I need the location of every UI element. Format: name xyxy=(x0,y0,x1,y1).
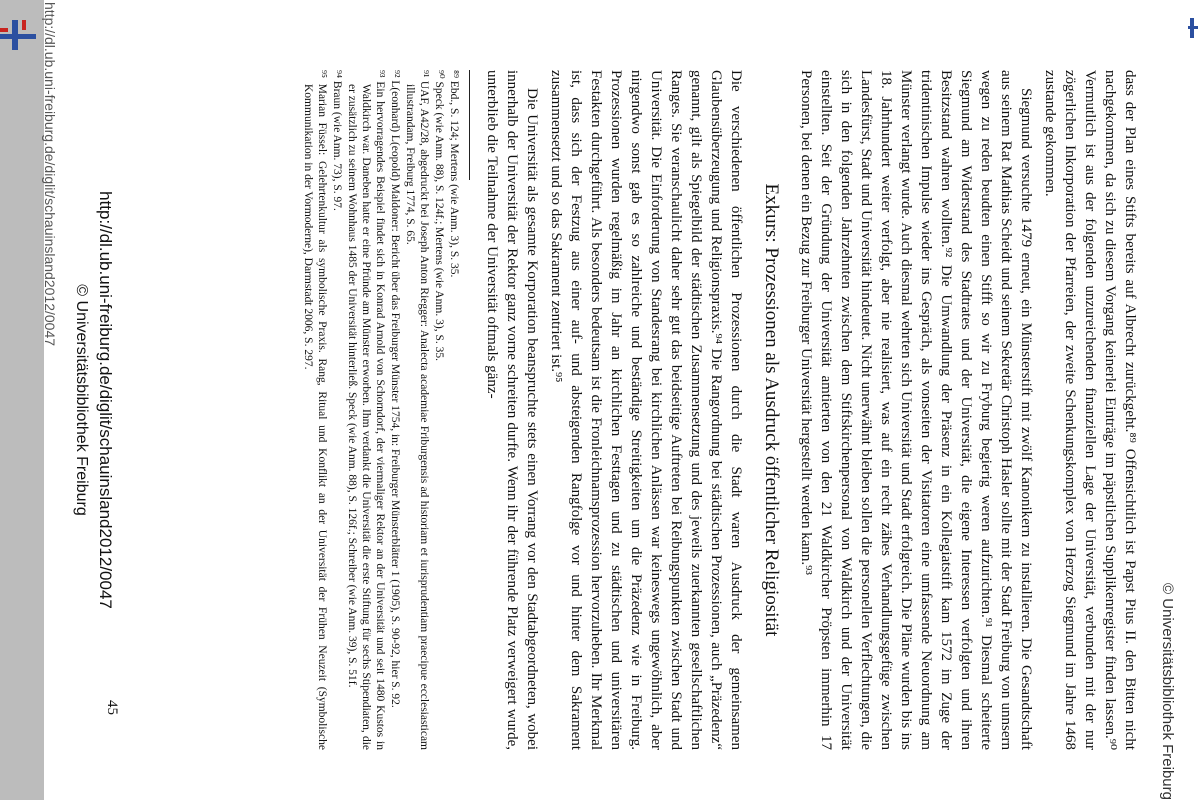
paragraph-1: dass der Plan eines Stifts bereits auf Albrecht zurückgeht.⁸⁹ Offensichtlich ist Papst Pius II. den Bitten nicht nachgekommen, da sich zu diesem Vorgang keinerlei Einträge im päpstlichen Supplikenregister finden lassen.⁹⁰ Vermutlich ist aus der folgenden unzureichenden finanziellen Lage der Universität, verbunden mit der nur zögerlichen Inkorporation der Pfarreien, der zweite Schenkungskomplex von Herzog Siegmund im Jahre 1468 zustande gekommen. xyxy=(1042,70,1138,750)
document-page-viewport[interactable] xyxy=(60,0,1176,800)
page-url[interactable]: http://dl.ub.uni-freiburg.de/diglit/schauinsland2012/0047 xyxy=(96,191,115,609)
footnote-90: ⁹⁰ Speck (wie Anm. 88), S. 124f.; Mertens (wie Anm. 3), S. 35. xyxy=(433,70,445,361)
footnote-95: ⁹⁵ Marian Füssel: Gelehrtenkultur als symbolische Praxis. Rang, Ritual und Konflikt an der Universität der Frühen Neuzeit (Symbolische Kommunikation in der Vormoderne), Darmstadt 2006, S. 297. xyxy=(302,70,328,750)
paragraph-4: Die Universität als gesamte Korporation beanspruchte stets einen Vorrang vor den Stadtabgeordneten, wobei innerhalb der Universität der Rektor ganz vorne schreiten durfte. Wenn ihr der führende Platz verweigert wurde, unterblieb die Teilnahme der Universität oftmals gänz- xyxy=(484,70,540,750)
url-watermark xyxy=(40,2,58,800)
page-body xyxy=(300,70,1140,750)
page-number: 45 xyxy=(104,700,120,715)
footnote-92: ⁹² L(eonhard) L(eopold) Maldoner: Bericht über das Freiburger Münster 1754, in: Freiburger Münsterblätter 1 (1905), S. 90-92, hier S. 92. xyxy=(389,70,401,708)
left-viewer-strip xyxy=(0,0,44,800)
footnote-91: ⁹¹ UAF, A42/28, abgedruckt bei Joseph Anton Riegger: Analecta academiae Friburgensis ad historiam et iurisprudentiam praecipue ecclesiasticam illustrandam, Freiburg 1774, S. 65. xyxy=(404,70,430,750)
library-logo-icon xyxy=(0,12,36,52)
right-logo-icon xyxy=(1188,18,1198,38)
footnote-93: ⁹³ Ein hervorragendes Beispiel findet sich in Konrad Arnold von Schorndorf, der viermaliger Rektor an der Universität und seit 1480 Kustos in Waldkirch war. Daneben hatte er eine Pfründe am Münster erworben. Ihm verdankt die Universität die erste Stiftung für sechs Stipendiaten, die er zusätzlich zu seinem Wohnhaus 1485 der Universität hinterließ. Speck (wie Anm. 88), S. 126f.; Schreiber (wie Anm. 39), S. 51f. xyxy=(346,70,386,750)
section-heading: Exkurs: Prozessionen als Ausdruck öffentlicher Religiosität xyxy=(761,183,782,637)
top-copyright-crop: © Universitätsbibliothek Freiburg xyxy=(1159,583,1176,800)
footnote-89: ⁸⁹ Ebd., S. 124; Mertens (wie Anm. 3), S. 35. xyxy=(448,70,460,278)
document-page xyxy=(60,0,1176,800)
footnote-94: ⁹⁴ Braun (wie Anm. 73), S. 97. xyxy=(331,70,343,211)
right-viewer-strip xyxy=(1186,0,1198,800)
url-watermark-text: http://dl.ub.uni-freiburg.de/diglit/schauinsland2012/0047 xyxy=(42,2,58,347)
footnote-rule xyxy=(469,70,470,180)
paragraph-2: Siegmund versuchte 1479 erneut, ein Münsterstift mit zwölf Kanonikern zu installieren. Die Gesandtschaft aus seinem Rat Mathias Scheidt und seinem Sekretär Christoph Hasler sollte mit der Stadt Freiburg von unnsern wegen zu reden beudten einen Stifft so wir zu Fryburg begierig weren aufzurichten.⁹¹ Diesmal scheiterte Siegmund am Widerstand des Stadtrates und der Universität, die eigene Interessen verfolgten und ihren Besitzstand wahren wollten.⁹² Die Umwandlung der Präsenz in ein Kollegiatstift kam 1572 im Zuge der tridentinischen Impulse wieder ins Gespräch, als vonseiten der Visitatoren eine umfassende Neuordnung am Münster verlangt wurde. Auch diesmal wehrten sich Universität und Stadt erfolgreich. Die Pläne wurden bis ins 18. Jahrhundert weiter verfolgt, aber nie realisiert, was auf ein recht zähes Verhandlungsgefüge zwischen Landesfürst, Stadt und Universität hindeutet. Nicht unerwähnt bleiben sollen die personellen Verflechtungen, die sich in den folgenden Jahrzehnten zwischen dem Stiftskirchenpersonal von Waldkirch und der Universität einstellten. Seit der Gründung der Universität amtierten von den 21 Waldkircher Pröpsten immerhin 17 Personen, bei denen ein Bezug zur Freiburger Universität hergestellt werden kann.⁹³ xyxy=(798,70,1034,750)
paragraph-3: Die verschiedenen öffentlichen Prozessionen durch die Stadt waren Ausdruck der gemeinsamen Glaubensüberzeugung und Religionspraxis.⁹⁴ Die Rangordnung bei städtischen Prozessionen, auch „Präzedenz“ genannt, gilt als Spiegelbild der städtischen Zusammensetzung und des jeweils zuerkannten gesellschaftlichen Ranges. Sie veranschaulicht daher sehr gut das beidseitige Auftreten bei Reibungspunkten zwischen Stadt und Universität. Die Einforderung von Standesrang bei kirchlichen Anlässen war keineswegs ungewöhnlich, aber nirgendwo sonst gab es so zahlreiche und beständige Streitigkeiten um die Präzedenz wie in Freiburg. Prozessionen wurden regelmäßig im Jahr an kirchlichen Festtagen und zu städtischen und universitären Festakten durchgeführt. Als besonders bedeutsam ist die Fronleichnamsprozession hervorzuheben. Ihr Merkmal ist, dass sich der Festzug aus einer auf- und absteigenden Rangfolge vor und hinter dem Sakrament zusammensetzt und so das Sakrament zentriert ist.⁹⁵ xyxy=(548,70,744,750)
footnotes xyxy=(301,70,461,750)
page-copyright: © Universitätsbibliothek Freiburg xyxy=(73,284,90,516)
